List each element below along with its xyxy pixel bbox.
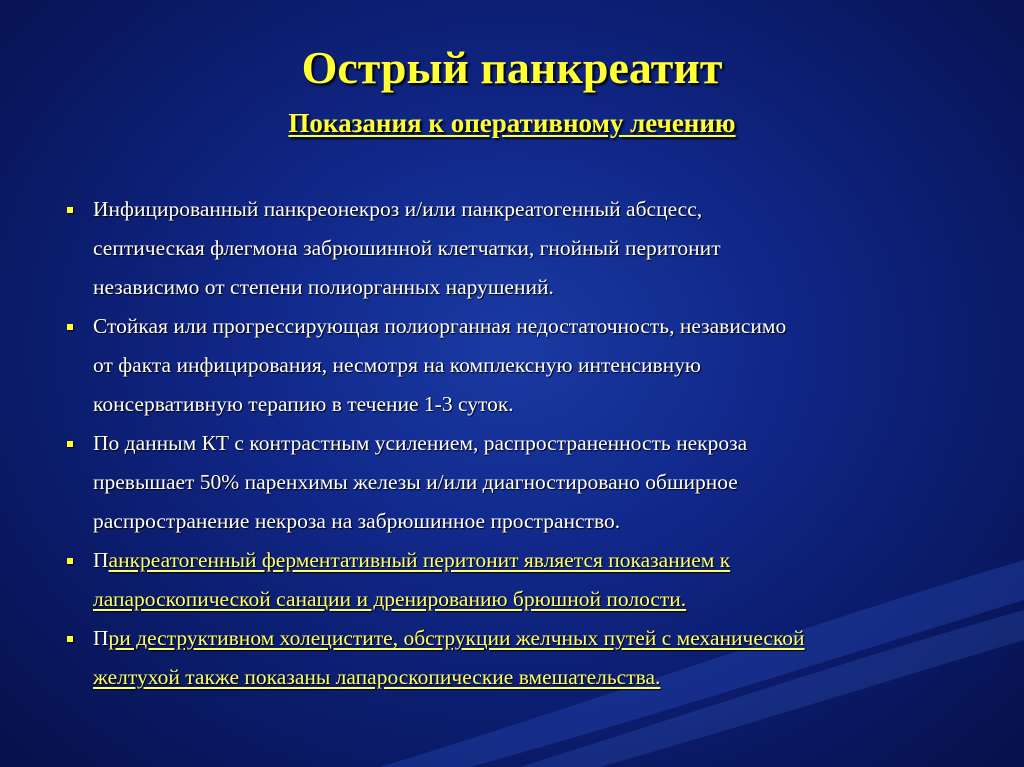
bullet-icon: [67, 441, 73, 447]
bullet-icon: [67, 324, 73, 330]
list-item-line: септическая флегмона забрюшинной клетчатки, гнойный перитонит: [93, 236, 721, 260]
list-item: [64, 190, 1009, 307]
slide-subtitle: Показания к оперативному лечению: [288, 108, 736, 138]
bullet-icon: [67, 558, 73, 564]
first-letter: П: [93, 626, 109, 650]
list-item: [64, 307, 1009, 424]
hyperlink-text[interactable]: лапароскопической санации и дренированию брюшной полости.: [93, 587, 687, 611]
indications-list: [64, 190, 1009, 697]
list-item-link[interactable]: [64, 619, 1009, 697]
hyperlink-text[interactable]: ри деструктивном холецистите, обструкции желчных путей с механической: [108, 626, 805, 650]
list-item-line: По данным КТ с контрастным усилением, распространенность некроза: [93, 431, 748, 455]
list-item-link[interactable]: [64, 541, 1009, 619]
list-item-line: распространение некроза на забрюшинное пространство.: [93, 509, 621, 533]
list-item-line: Инфицированный панкреонекроз и/или панкреатогенный абсцесс,: [93, 197, 703, 221]
bullet-icon: [67, 207, 73, 213]
slide-title: Острый панкреатит: [301, 42, 723, 93]
hyperlink-text[interactable]: желтухой также показаны лапароскопические вмешательства.: [93, 665, 661, 689]
list-item-line: независимо от степени полиорганных нарушений.: [93, 275, 554, 299]
hyperlink-text[interactable]: анкреатогенный ферментативный перитонит является показанием к: [108, 548, 731, 572]
list-item: [64, 424, 1009, 541]
bullet-icon: [67, 636, 73, 642]
list-item-line: от факта инфицирования, несмотря на комплексную интенсивную: [93, 353, 701, 377]
list-item-line: превышает 50% паренхимы железы и/или диагностировано обширное: [93, 470, 738, 494]
first-letter: П: [93, 548, 109, 572]
list-item-line: Стойкая или прогрессирующая полиорганная недостаточность, независимо: [93, 314, 787, 338]
list-item-line: консервативную терапию в течение 1-3 суток.: [93, 392, 514, 416]
